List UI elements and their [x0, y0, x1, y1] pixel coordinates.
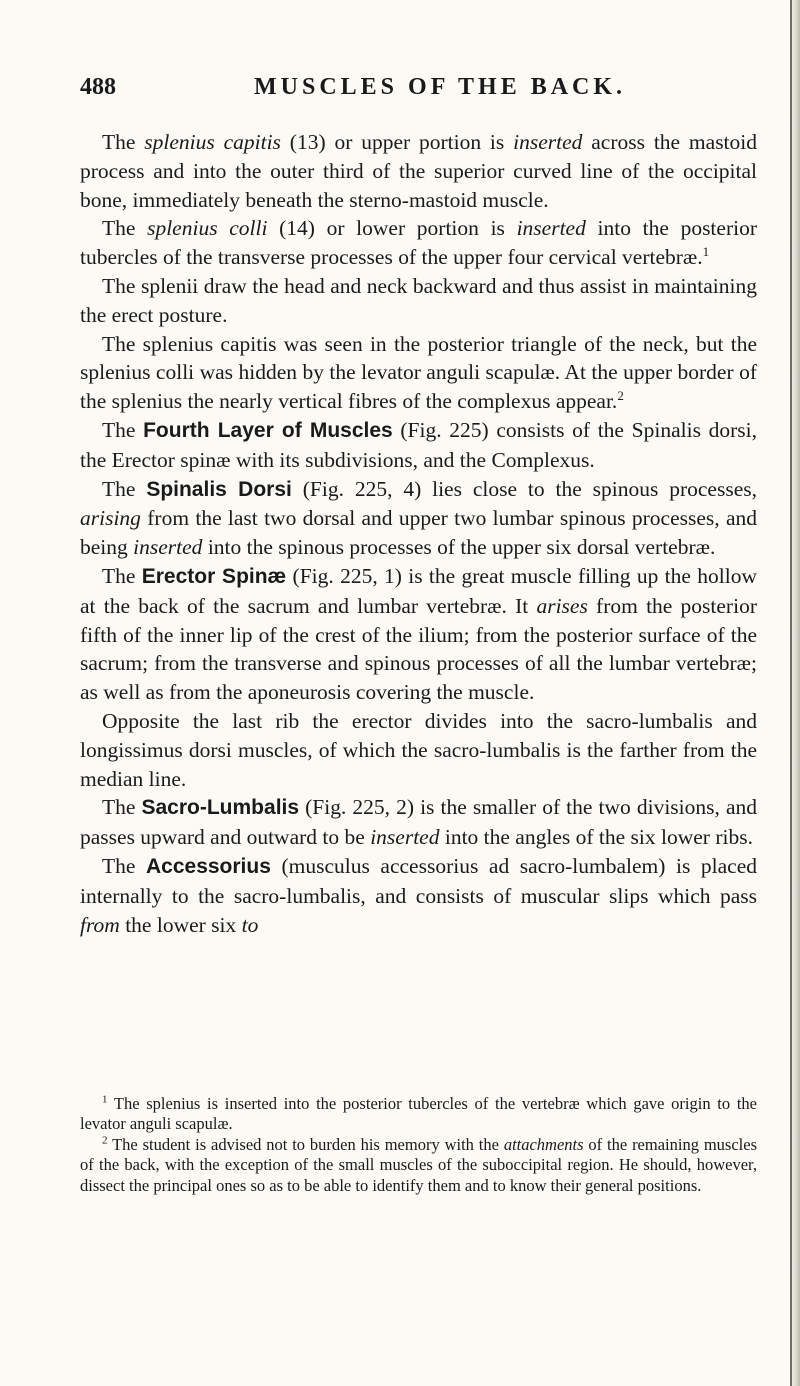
italic-term: splenius capitis — [144, 130, 281, 154]
italic-term: inserted — [370, 825, 440, 850]
running-title: MUSCLES OF THE BACK. — [254, 74, 627, 100]
text-run: (musculus accessorius ad sacro-lumbalem) is placed internally to the sacro-lumbalis, and consists of muscular slips which pass — [80, 853, 757, 908]
text-run: (Fig. 225, 4) lies close to the spinous processes, — [291, 476, 757, 501]
section-heading: Accessorius — [146, 854, 271, 878]
italic-term: splenius colli — [147, 216, 268, 241]
text-run: (Fig. 225, 1) is the great muscle filling up the hollow at the back of the sacrum and lumbar vertebræ. It — [80, 563, 757, 618]
text-run: from the last two dorsal and upper two lumbar spinous processes, and being — [80, 506, 757, 560]
footnote-text: The splenius is inserted into the posterior tubercles of the vertebræ which gave origin to the levator anguli scapulæ. — [80, 1094, 757, 1134]
body-text — [80, 128, 757, 939]
text-run: The splenius capitis was seen in the posterior triangle of the neck, but the splenius colli was hidden by the levator anguli scapulæ. At the upper border of the splenius the nearly vertical fibres of the complexus appear. — [80, 331, 757, 414]
text-run: from the posterior fifth of the inner lip of the crest of the ilium; from the posterior surface of the sacrum; from the transverse and spinous processes of all the lumbar vertebræ; as well as from the aponeurosis covering the muscle. — [80, 593, 757, 705]
text-run: into the spinous processes of the upper six dorsal vertebræ. — [202, 535, 716, 560]
text-run: (13) or upper portion is — [280, 130, 514, 154]
text-run: The — [102, 563, 142, 588]
section-heading: Erector Spinæ — [141, 564, 287, 588]
text-run: The — [102, 130, 145, 154]
footnotes — [80, 1094, 757, 1196]
footnote-ref: 2 — [617, 388, 624, 404]
text-run: (Fig. 225) consists of the Spinalis dorsi, the Erector spinæ with its subdivisions, and the Complexus. — [80, 417, 757, 472]
paragraph-splenius-visibility — [80, 330, 757, 416]
page-number: 488 — [80, 74, 116, 100]
footnote-2 — [80, 1135, 757, 1196]
footnote-text: of the remaining muscles of the back, with the exception of the small muscles of the suboccipital region. He should, however, dissect the principal ones so as to be able to identify them and to know their general positions. — [80, 1134, 757, 1195]
italic-term: from — [80, 912, 120, 937]
italic-term: inserted — [516, 216, 586, 241]
footnote-ref: 1 — [702, 244, 710, 260]
footnote-text: The student is advised not to burden his memory with the — [107, 1134, 504, 1154]
paragraph-splenius-colli — [80, 214, 757, 272]
text-run: The — [102, 216, 148, 241]
text-run: The — [102, 476, 147, 501]
footnote-mark: 1 — [102, 1093, 108, 1106]
section-heading: Sacro-Lumbalis — [141, 796, 300, 820]
italic-term: attachments — [503, 1134, 584, 1154]
text-run: into the posterior tubercles of the transverse processes of the upper four cervical vertebræ. — [80, 216, 757, 270]
italic-term: inserted — [133, 535, 203, 560]
text-run: The — [102, 795, 142, 820]
paragraph-accessorius — [80, 852, 757, 939]
text-run: The — [102, 853, 146, 878]
italic-term: inserted — [513, 130, 583, 154]
section-heading: Spinalis Dorsi — [146, 477, 292, 501]
paragraph-fourth-layer — [80, 416, 757, 475]
footnote-mark: 2 — [102, 1134, 108, 1147]
paragraph-sacro-lumbalis — [80, 793, 757, 852]
text-run: The — [102, 417, 144, 442]
running-header — [80, 74, 760, 114]
paragraph-spinalis-dorsi — [80, 475, 757, 562]
text-run: the lower six — [119, 912, 242, 937]
paragraph-erector-spinae — [80, 562, 757, 707]
text-run: into the angles of the six lower ribs. — [439, 825, 753, 850]
paragraph-erector-division: Opposite the last rib the erector divides into the sacro-lumbalis and longissimus dorsi muscles, of which the sacro-lumbalis is the farther from the median line. — [80, 708, 757, 791]
page-edge-shadow — [791, 0, 800, 1386]
paragraph-splenii-action: The splenii draw the head and neck backward and thus assist in maintaining the erect posture. — [80, 273, 757, 327]
text-run: (14) or lower portion is — [267, 216, 517, 241]
paragraph-splenius-capitis — [80, 128, 757, 214]
italic-term: arising — [80, 506, 141, 531]
page-edge-line — [790, 0, 792, 1386]
italic-term: arises — [536, 593, 588, 618]
section-heading: Fourth Layer of Muscles — [143, 418, 393, 442]
italic-term: to — [241, 912, 259, 937]
footnote-1 — [80, 1094, 757, 1135]
text-run: across the mastoid process and into the outer third of the superior curved line of the occipital bone, immediately beneath the sterno-mastoid muscle. — [80, 130, 758, 212]
text-run: (Fig. 225, 2) is the smaller of the two divisions, and passes upward and outward to be — [80, 795, 757, 850]
